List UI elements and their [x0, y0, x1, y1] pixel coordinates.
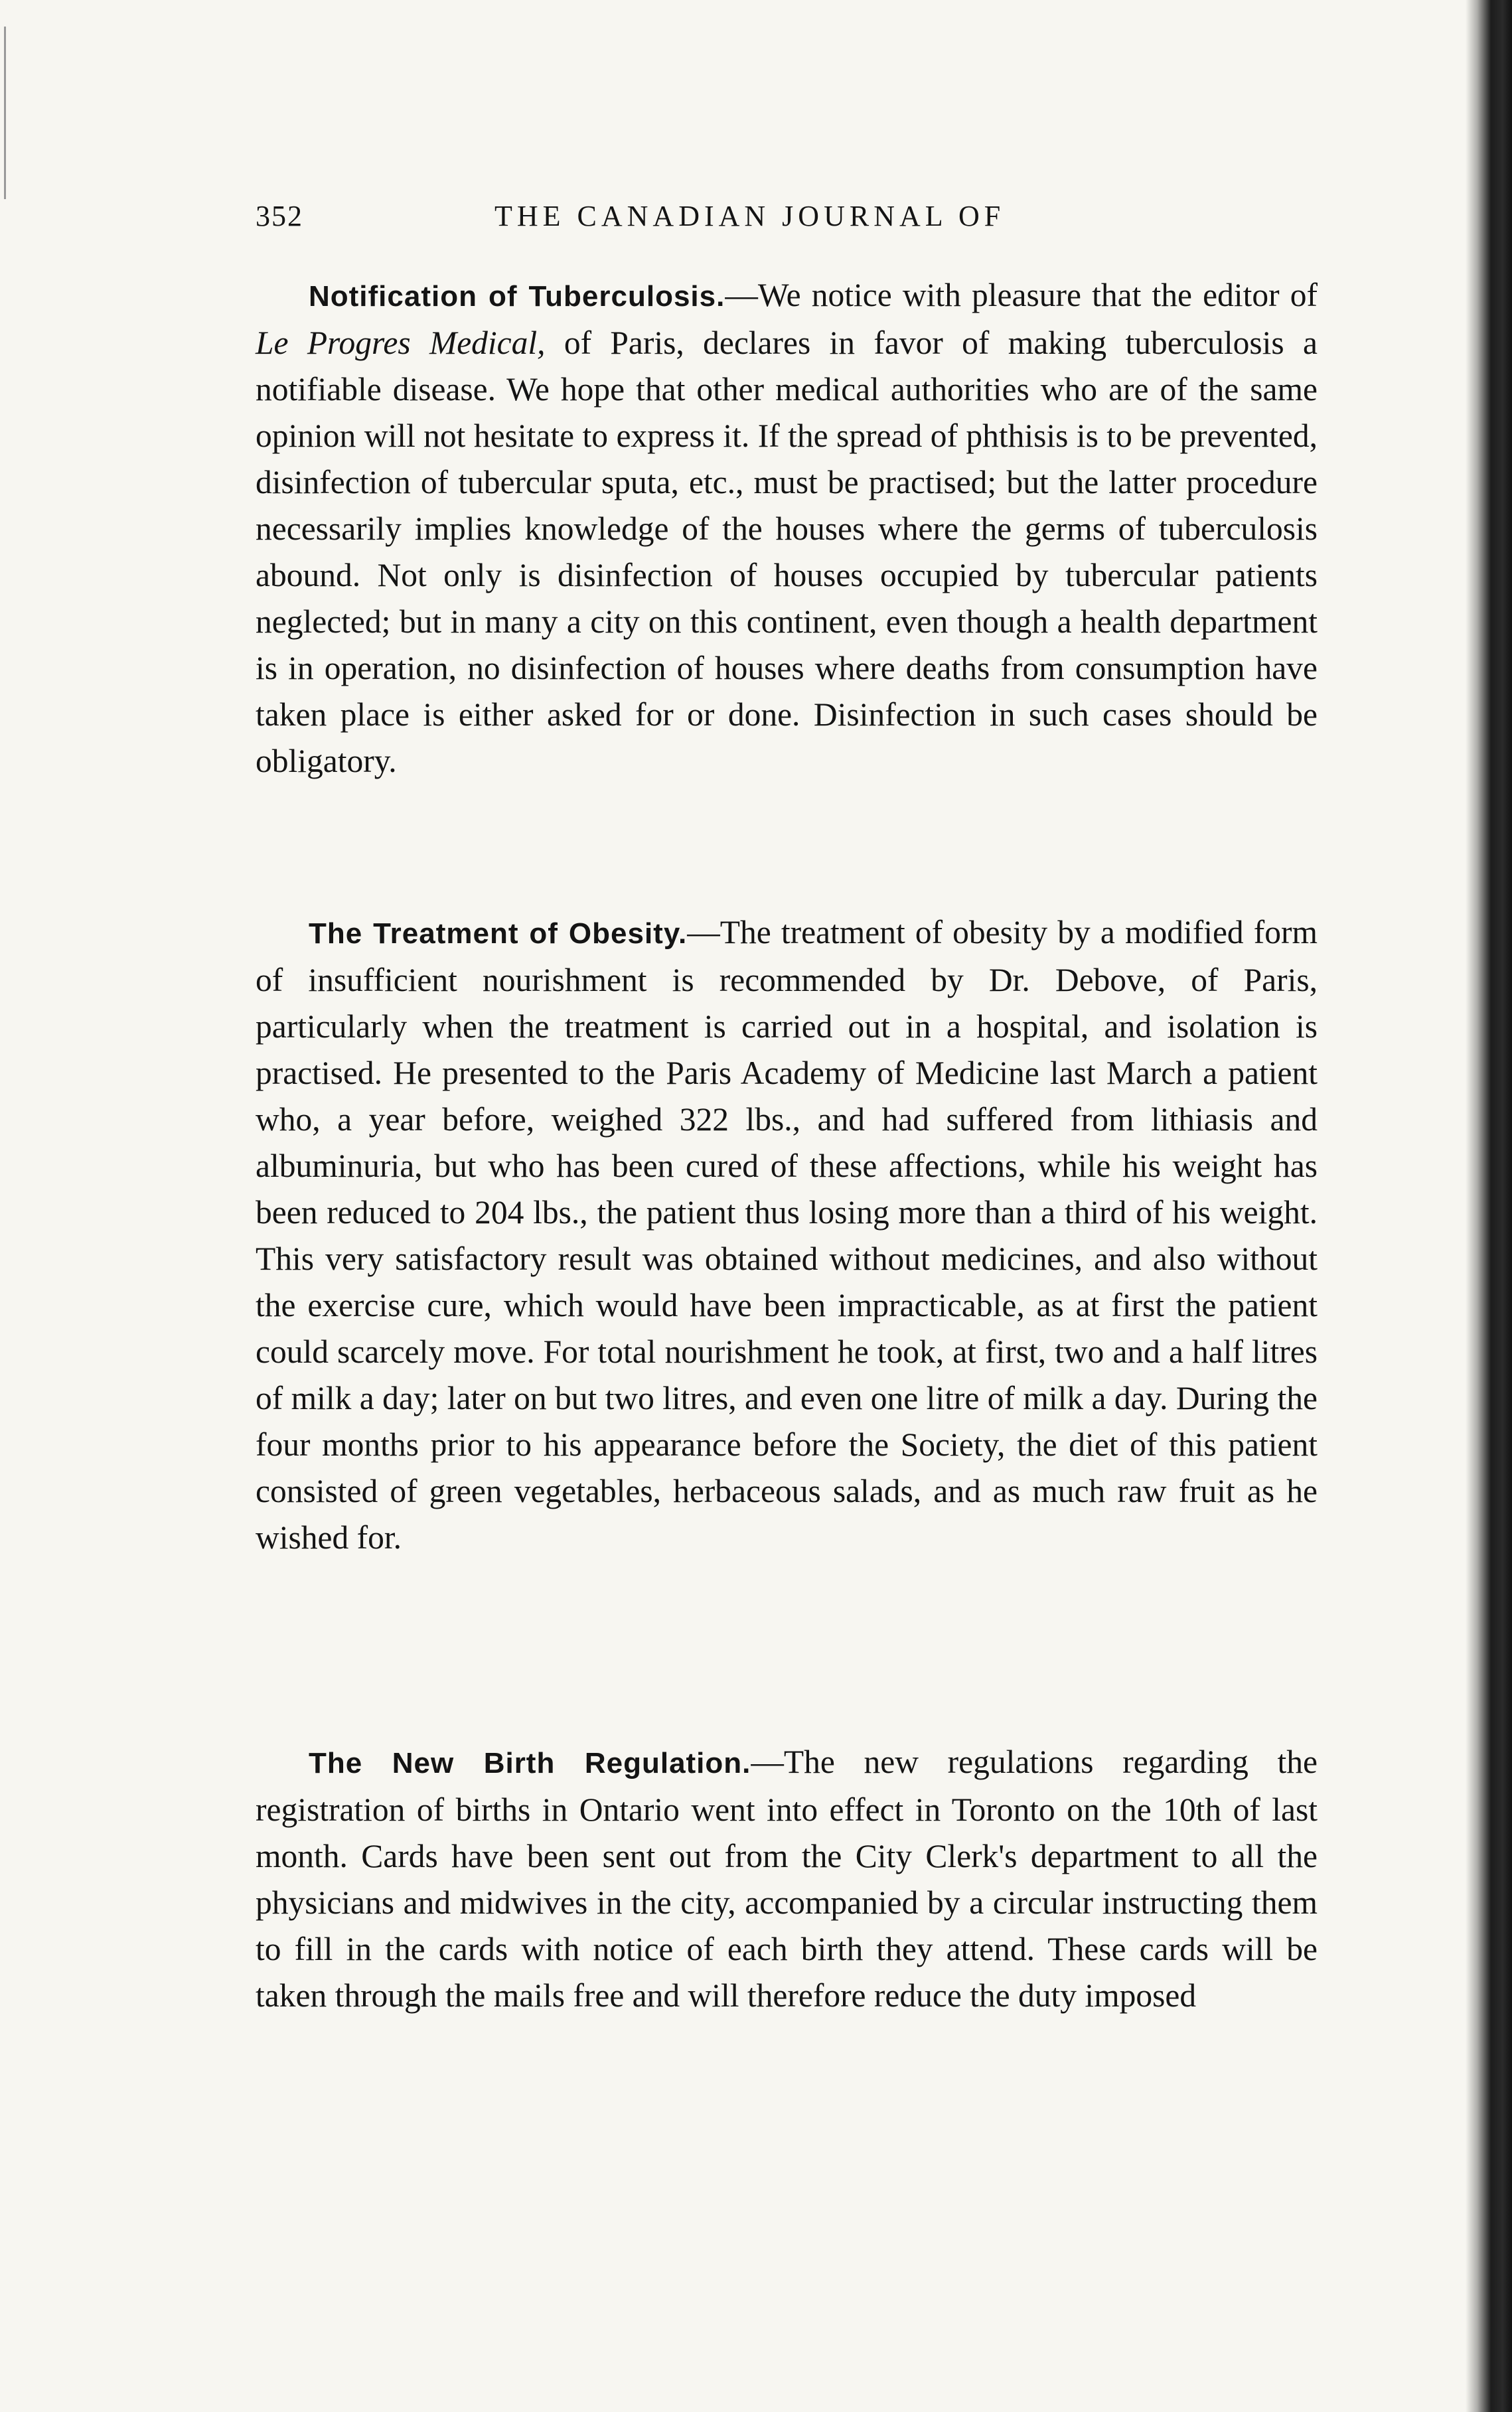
- page-number: 352: [256, 200, 303, 232]
- page-header: [256, 199, 1318, 246]
- article-tuberculosis: [256, 272, 1318, 785]
- article-title: Notification of Tuberculosis.: [309, 280, 725, 313]
- article-title: The New Birth Regulation.: [309, 1747, 751, 1779]
- article-title: The Treatment of Obesity.: [309, 917, 688, 950]
- running-head: THE CANADIAN JOURNAL OF: [494, 200, 1006, 232]
- article-body: The new regulations regarding the registration of births in Ontario went into effect in Toronto on the 10th of last month. Cards have been sent out from the City Clerk's department to all the physicians and midwives in the city, accompanied by a circular instructing them to fill in the cards with notice of each birth they attend. These cards will be taken through the mails free and will therefore reduce the duty imposed: [256, 1744, 1318, 2014]
- article-body: of Paris, declares in favor of making tuberculosis a notifiable disease. We hope that other medical authorities who are of the same opinion will not hesitate to express it. If the spread of phthisis is to be prevented, disinfection of tubercular sputa, etc., must be practised; but the latter procedure necessarily implies knowledge of the houses where the germs of tuberculosis abound. Not only is disinfection of houses occupied by tubercular patients neglected; but in many a city on this continent, even though a health department is in operation, no disinfection of houses where deaths from consumption have taken place is either asked for or done. Disinfection in such cases should be obligatory.: [256, 325, 1318, 779]
- binding-shadow: [1466, 0, 1512, 2412]
- article-body: The treatment of obesity by a modified form of insufficient nourishment is recommended by Dr. Debove, of Paris, particularly when the treatment is carried out in a hospital, and isolation is practised. He presented to the Paris Academy of Medicine last March a patient who, a year before, weighed 322 lbs., and had suffered from lithiasis and albuminuria, but who has been cured of these affections, while his weight has been reduced to 204 lbs., the patient thus losing more than a third of his weight. This very satisfactory result was obtained without medicines, and also without the exercise cure, which would have been impracticable, as at first the patient could scarcely move. For total nourishment he took, at first, two and a half litres of milk a day; later on but two litres, and even one litre of milk a day. During the four months prior to his appearance before the Society, the diet of this patient consisted of green vegetables, herbaceous salads, and as much raw fruit as he wished for.: [256, 914, 1318, 1556]
- article-birth-regulation: [256, 1739, 1318, 2019]
- scan-edge-mark: [4, 27, 6, 199]
- journal-name: Le Progres Medical,: [256, 325, 546, 361]
- article-obesity: [256, 909, 1318, 1561]
- title-dash: —: [725, 277, 758, 313]
- title-dash: —: [751, 1744, 784, 1780]
- title-dash: —: [687, 914, 720, 950]
- article-body: We notice with pleasure that the editor of: [757, 277, 1318, 313]
